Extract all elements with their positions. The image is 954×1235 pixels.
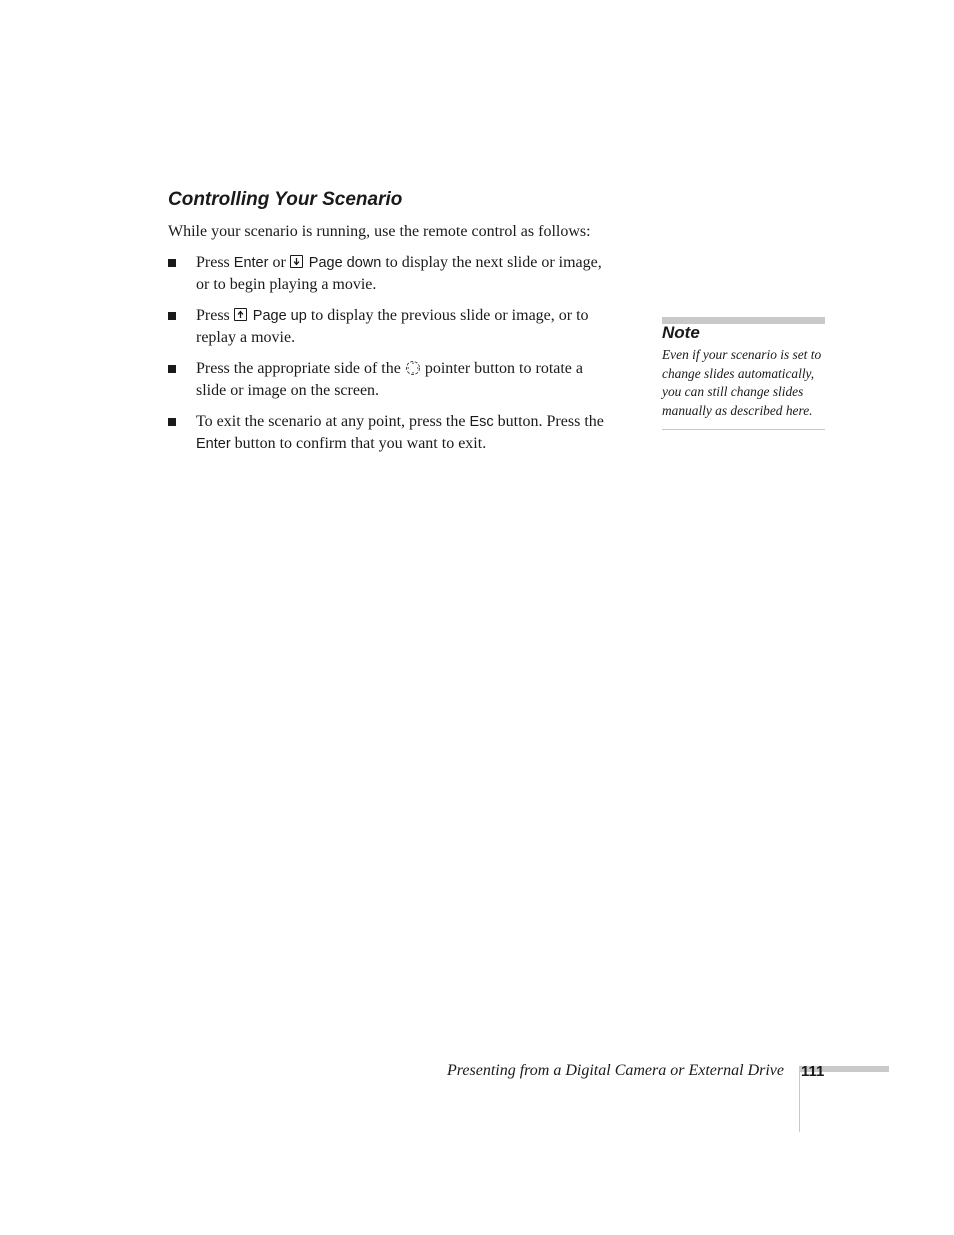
text: To exit the scenario at any point, press the [196,413,466,430]
note-line: Even if your scenario is set to [662,347,822,362]
esc-key-label: Esc [469,414,494,430]
note-bottom-rule [662,429,825,430]
text: Press [196,254,230,271]
footer-divider [799,1066,800,1132]
text: or to begin playing a movie. [196,276,377,293]
square-bullet-icon [168,418,176,426]
page-up-key-label: Page up [252,308,307,324]
text: to display the next slide or image, [385,254,602,271]
note-line: you can still change slides [662,384,804,399]
page-down-arrow-icon [290,255,303,268]
square-bullet-icon [168,259,176,267]
pointer-button-icon [405,360,421,376]
page-down-key-label: Page down [308,255,382,271]
intro-text: While your scenario is running, use the remote control as follows: [168,223,591,240]
note-title: Note [662,323,700,342]
text: to display the previous slide or image, or to [310,307,589,324]
text: button to confirm that you want to exit. [234,435,487,452]
note-line: change slides automatically, [662,365,815,381]
square-bullet-icon [168,365,176,373]
footer-chapter-title: Presenting from a Digital Camera or External Drive [447,1062,784,1079]
text: slide or image on the screen. [196,382,380,399]
text: replay a movie. [196,329,296,346]
page-number: 111 [801,1063,825,1080]
text: pointer button to rotate a [424,360,584,377]
list-item [168,252,638,296]
text: button. Press the [497,413,604,430]
page-up-arrow-icon [234,308,247,321]
note-line: manually as described here. [662,402,813,418]
list-item [168,358,638,402]
text: or [272,254,286,271]
list-item [168,411,638,455]
section-heading: Controlling Your Scenario [168,189,403,210]
text: Press [196,307,230,324]
note-body [662,346,828,420]
instruction-list [168,252,638,464]
text: Press the appropriate side of the [196,360,401,377]
enter-key-label: Enter [233,255,269,271]
list-item [168,305,638,349]
enter-key-label: Enter [196,436,231,452]
square-bullet-icon [168,312,176,320]
